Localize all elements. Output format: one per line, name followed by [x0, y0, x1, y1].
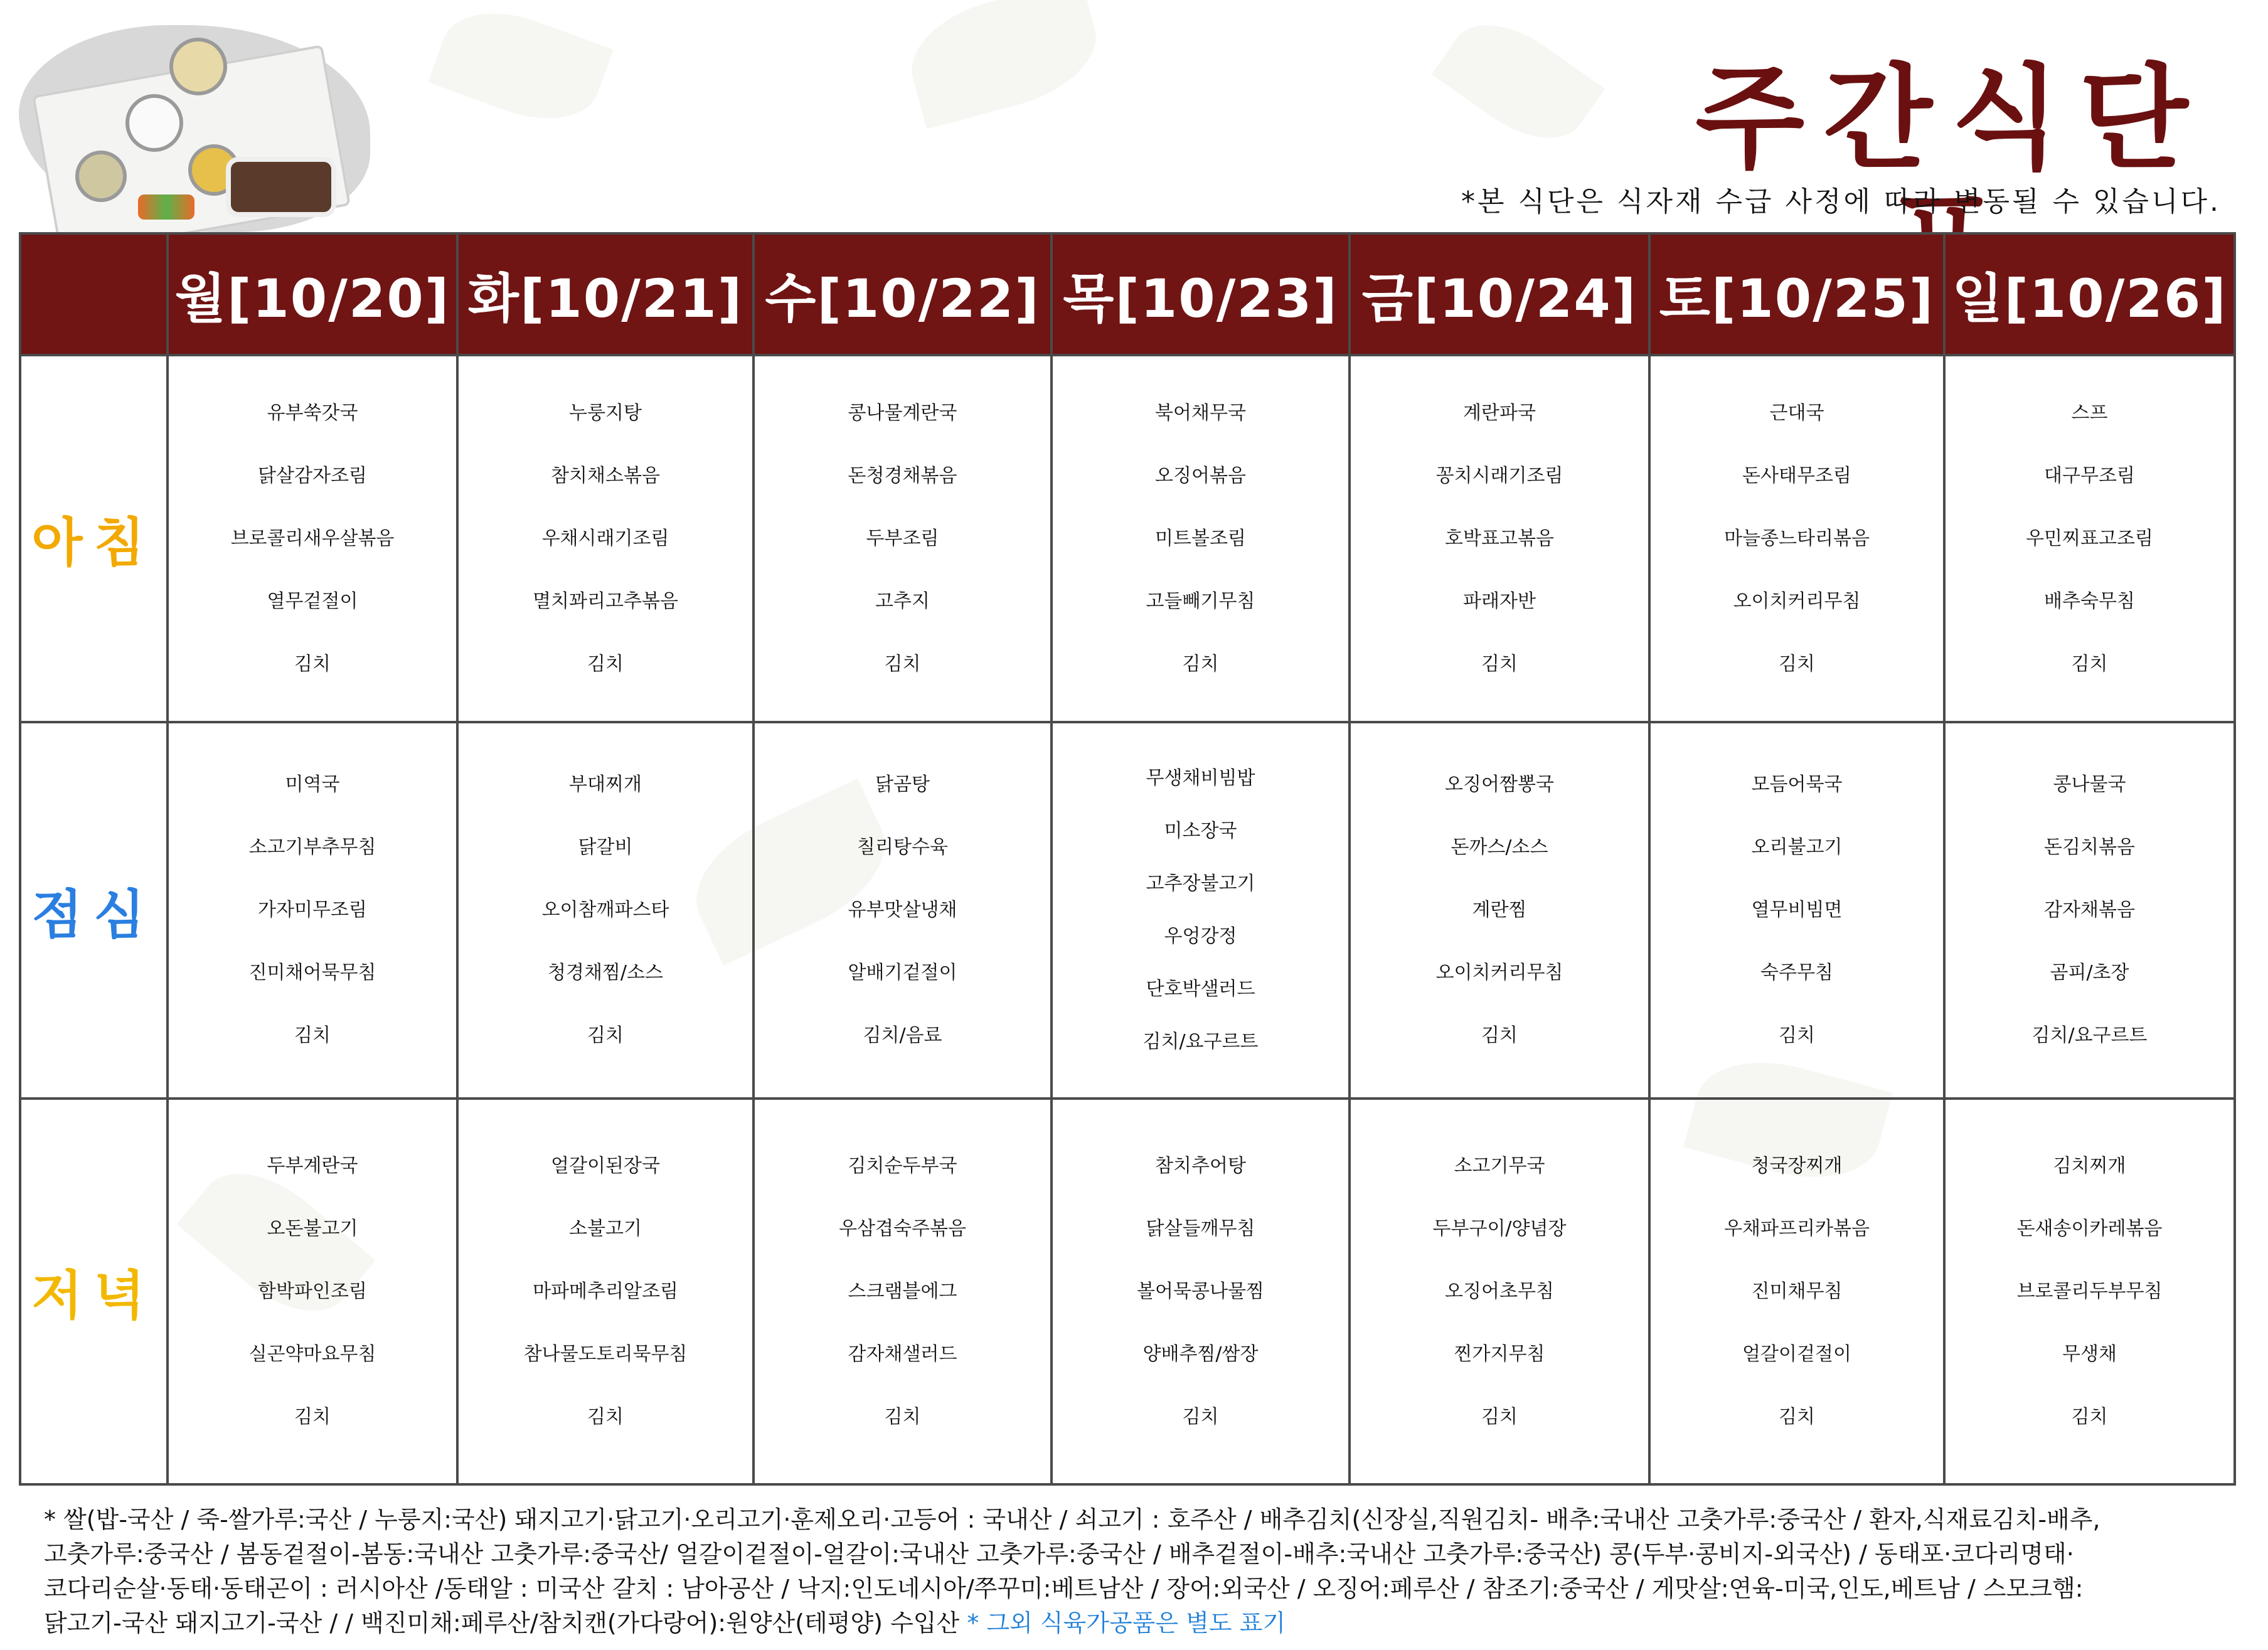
- origin-line: * 쌀(밥-국산 / 죽-쌀가루:국산 / 누룽지:국산) 돼지고기·닭고기·오리고기·훈제오리·고등어 : 국내산 / 쇠고기 : 호주산 / 배추김치(신장실,직원김치- 배추:국내산 고춧가루:중국산 / 환자,식재료김치-배추,: [44, 1506, 2100, 1533]
- food-photo: [19, 25, 370, 232]
- dish-item: 유부쑥갓국: [267, 402, 358, 424]
- dish-item: 콩나물국: [2053, 774, 2126, 796]
- dish-item: 열무비빔면: [1751, 899, 1843, 921]
- dish-item: 두부계란국: [267, 1154, 358, 1177]
- dish-item: 가자미무조림: [258, 899, 367, 921]
- day-header-row: [20, 233, 2235, 355]
- menu-cell: [168, 722, 457, 1099]
- day-header: 월[10/20]: [168, 233, 457, 355]
- dish-item: 김치: [1481, 1025, 1518, 1046]
- day-header: 금[10/24]: [1350, 233, 1649, 355]
- dish-item: 누룽지탕: [569, 402, 642, 424]
- dish-item: 닭살들깨무침: [1146, 1217, 1255, 1240]
- dish-item: 김치: [587, 652, 624, 675]
- dish-item: 김치: [1481, 1405, 1518, 1428]
- day-header: 화[10/21]: [457, 233, 753, 355]
- menu-cell: [753, 355, 1051, 722]
- day-header: 일[10/26]: [1944, 233, 2235, 355]
- dish-item: 오징어짬뽕국: [1445, 774, 1554, 796]
- dish-item: 돈사태무조림: [1742, 464, 1851, 487]
- weekly-menu-table: [19, 232, 2236, 1486]
- origin-line-last: [44, 1606, 2227, 1641]
- dish-item: 꽁치시래기조림: [1435, 464, 1563, 487]
- menu-cell: [1649, 722, 1944, 1099]
- dish-item: 칠리탕수육: [857, 836, 948, 858]
- menu-cell: [753, 722, 1051, 1099]
- dish-item: 진미채무침: [1751, 1280, 1843, 1302]
- dish-item: 배추숙무침: [2044, 590, 2135, 612]
- dish-item: 두부구이/양념장: [1432, 1217, 1567, 1240]
- dish-item: 얼갈이된장국: [551, 1154, 660, 1177]
- dish-item: 계란파국: [1463, 402, 1536, 424]
- rice-bowl: [125, 94, 183, 152]
- soup-bowl: [169, 38, 227, 95]
- dish-item: 오리불고기: [1751, 836, 1843, 858]
- dish-item: 대구무조림: [2044, 464, 2135, 487]
- processed-meat-note: * 그외 식육가공품은 별도 표기: [967, 1609, 1286, 1637]
- dish-item: 김치찌개: [2053, 1154, 2126, 1177]
- dish-item: 오징어볶음: [1155, 464, 1246, 487]
- dish-item: 소고기부추무침: [248, 836, 376, 858]
- dish-item: 김치: [294, 652, 331, 675]
- dish-item: 김치: [294, 1025, 331, 1046]
- origin-line: 코다리순살·동태·동태곤이 : 러시아산 /동태알 : 미국산 갈치 : 남아공산 / 낙지:인도네시아/쭈꾸미:베트남산 / 장어:외국산 / 오징어:페루산 / 참조기:중국산 / 게맛살:연육-미국,인도,베트남 / 스모크햄:: [44, 1575, 2084, 1602]
- dish-item: 우민찌표고조림: [2026, 527, 2153, 550]
- dish-item: 미역국: [285, 774, 340, 796]
- dish-item: 고들빼기무침: [1146, 590, 1255, 612]
- dish-item: 김치: [1779, 1405, 1815, 1428]
- menu-cell: [1350, 1099, 1649, 1484]
- meal-row-lunch: [20, 722, 2235, 1099]
- menu-cell: [1944, 722, 2235, 1099]
- dish-item: 김치: [294, 1405, 331, 1428]
- menu-cell: [1944, 1099, 2235, 1484]
- meal-row-dinner: [20, 1099, 2235, 1484]
- dish-item: 오이참깨파스타: [541, 899, 669, 921]
- menu-cell: [1051, 355, 1350, 722]
- corner-cell: [20, 233, 168, 355]
- dish-item: 김치: [1481, 652, 1518, 675]
- dish-item: 청경채찜/소스: [548, 962, 663, 984]
- dish-item: 참치추어탕: [1155, 1154, 1246, 1177]
- menu-cell: [753, 1099, 1051, 1484]
- dish-item: 김치: [2071, 1405, 2108, 1428]
- menu-cell: [1649, 1099, 1944, 1484]
- dish-item: 마파메추리알조림: [533, 1280, 678, 1302]
- dish-item: 김치: [2071, 652, 2108, 675]
- origin-info: [44, 1503, 2227, 1641]
- background-leaf: [899, 0, 1109, 129]
- dish-item: 김치/음료: [863, 1025, 942, 1046]
- dish-item: 숙주무침: [1760, 962, 1833, 984]
- dish-item: 오돈불고기: [267, 1217, 358, 1240]
- dish-item: 계란찜: [1472, 899, 1527, 921]
- dish-item: 참나물도토리묵무침: [523, 1343, 688, 1365]
- meat-plate: [226, 157, 336, 217]
- meal-label: 저녁: [20, 1099, 168, 1484]
- origin-line: 고춧가루:중국산 / 봄동겉절이-봄동:국내산 고춧가루:중국산/ 얼갈이겉절이-얼갈이:국내산 고춧가루:중국산 / 배추겉절이-배추:국내산 고춧가루:중국산) 콩(두부·콩비지-외국산) / 동태포·코다리명태·: [44, 1540, 2074, 1568]
- meal-label: 아침: [20, 355, 168, 722]
- dish-item: 김치: [587, 1405, 624, 1428]
- dish-item: 김치순두부국: [848, 1154, 957, 1177]
- dish-item: 브로콜리두부무침: [2016, 1280, 2163, 1302]
- menu-cell: [1350, 355, 1649, 722]
- dish-item: 김치: [1779, 1025, 1815, 1046]
- dish-item: 닭살감자조림: [258, 464, 367, 487]
- dish-item: 스프: [2071, 402, 2108, 424]
- day-header: 수[10/22]: [753, 233, 1051, 355]
- dish-item: 돈청경채볶음: [848, 464, 957, 487]
- dish-item: 볼어묵콩나물찜: [1137, 1280, 1264, 1302]
- dish-item: 김치/요구르트: [2031, 1025, 2148, 1046]
- dish-item: 스크램블에그: [848, 1280, 957, 1302]
- dish-item: 김치: [1182, 1405, 1219, 1428]
- dish-item: 닭갈비: [578, 836, 633, 858]
- dish-item: 오징어초무침: [1445, 1280, 1554, 1302]
- dish-item: 김치/요구르트: [1142, 1031, 1259, 1053]
- meal-row-breakfast: [20, 355, 2235, 722]
- menu-cell: [1350, 722, 1649, 1099]
- dish-item: 소불고기: [569, 1217, 642, 1240]
- dish-item: 미트볼조림: [1155, 527, 1246, 550]
- menu-cell: [168, 1099, 457, 1484]
- dish-item: 찐가지무침: [1454, 1343, 1545, 1365]
- dish-item: 무생채: [2062, 1343, 2117, 1365]
- menu-cell: [457, 355, 753, 722]
- dish-item: 파래자반: [1463, 590, 1536, 612]
- dish-item: 콩나물계란국: [848, 402, 957, 424]
- dish-item: 닭곰탕: [875, 774, 930, 796]
- dish-item: 감자채볶음: [2044, 899, 2135, 921]
- dish-item: 돈새송이카레볶음: [2016, 1217, 2163, 1240]
- dish-item: 브로콜리새우살볶음: [230, 527, 395, 550]
- origin-line: 닭고기-국산 돼지고기-국산 / / 백진미채:페루산/참치캔(가다랑어):원양산(테평양) 수입산: [44, 1609, 960, 1637]
- dish-item: 김치: [884, 1405, 921, 1428]
- dish-item: 참치채소볶음: [551, 464, 660, 487]
- menu-cell: [457, 1099, 753, 1484]
- menu-cell: [457, 722, 753, 1099]
- dish-item: 돈까스/소스: [1451, 836, 1548, 858]
- menu-cell: [1051, 722, 1350, 1099]
- dish-item: 김치: [1779, 652, 1815, 675]
- dish-item: 부대찌개: [569, 774, 642, 796]
- dish-item: 우삼겹숙주볶음: [839, 1217, 966, 1240]
- background-leaf: [428, 0, 614, 138]
- dish-item: 미소장국: [1164, 820, 1237, 842]
- menu-cell: [168, 355, 457, 722]
- dish-item: 고추지: [875, 590, 930, 612]
- dish-item: 감자채샐러드: [848, 1343, 957, 1365]
- dish-item: 진미채어묵무침: [248, 962, 376, 984]
- background-leaf: [1432, 3, 1605, 161]
- dish-item: 고추장불고기: [1146, 873, 1255, 895]
- dish-item: 알배기겉절이: [848, 962, 957, 984]
- dish-item: 돈김치볶음: [2044, 836, 2135, 858]
- meal-label: 점심: [20, 722, 168, 1099]
- menu-cell: [1649, 355, 1944, 722]
- dish-item: 실곤약마요무침: [248, 1343, 376, 1365]
- dish-item: 단호박샐러드: [1146, 978, 1255, 1000]
- menu-cell: [1944, 355, 2235, 722]
- dish-item: 청국장찌개: [1751, 1154, 1843, 1177]
- dish-item: 열무겉절이: [267, 590, 358, 612]
- dish-item: 양배추찜/쌈장: [1142, 1343, 1259, 1365]
- vegetable-stick: [138, 194, 194, 220]
- dish-item: 우엉강정: [1164, 925, 1237, 947]
- dish-item: 유부맛살냉채: [848, 899, 957, 921]
- dish-item: 두부조림: [866, 527, 939, 550]
- dish-item: 김치: [587, 1025, 624, 1046]
- dish-item: 오이치커리무침: [1435, 962, 1563, 984]
- dish-item: 곰피/초장: [2050, 962, 2129, 984]
- menu-cell: [1051, 1099, 1350, 1484]
- day-header: 토[10/25]: [1649, 233, 1944, 355]
- dish-item: 무생채비빔밥: [1146, 767, 1255, 789]
- page-title: 주간식단: [1695, 53, 2207, 184]
- dish-item: 소고기무국: [1454, 1154, 1545, 1177]
- menu-change-notice: *본 식단은 식자재 수급 사정에 따라 변동될 수 있습니다.: [1461, 186, 2221, 218]
- dish-item: 우채시래기조림: [541, 527, 669, 550]
- day-header: 목[10/23]: [1051, 233, 1350, 355]
- dish-item: 함박파인조림: [258, 1280, 367, 1302]
- side-dish-bowl: [75, 151, 127, 202]
- dish-item: 김치: [1182, 652, 1219, 675]
- dish-item: 김치: [884, 652, 921, 675]
- dish-item: 오이치커리무침: [1733, 590, 1861, 612]
- dish-item: 모듬어묵국: [1751, 774, 1843, 796]
- dish-item: 얼갈이겉절이: [1742, 1343, 1851, 1365]
- dish-item: 호박표고볶음: [1445, 527, 1554, 550]
- dish-item: 북어채무국: [1155, 402, 1246, 424]
- dish-item: 멸치꽈리고추볶음: [533, 590, 678, 612]
- dish-item: 우채파프리카볶음: [1724, 1217, 1870, 1240]
- dish-item: 근대국: [1769, 402, 1824, 424]
- dish-item: 마늘종느타리볶음: [1724, 527, 1870, 550]
